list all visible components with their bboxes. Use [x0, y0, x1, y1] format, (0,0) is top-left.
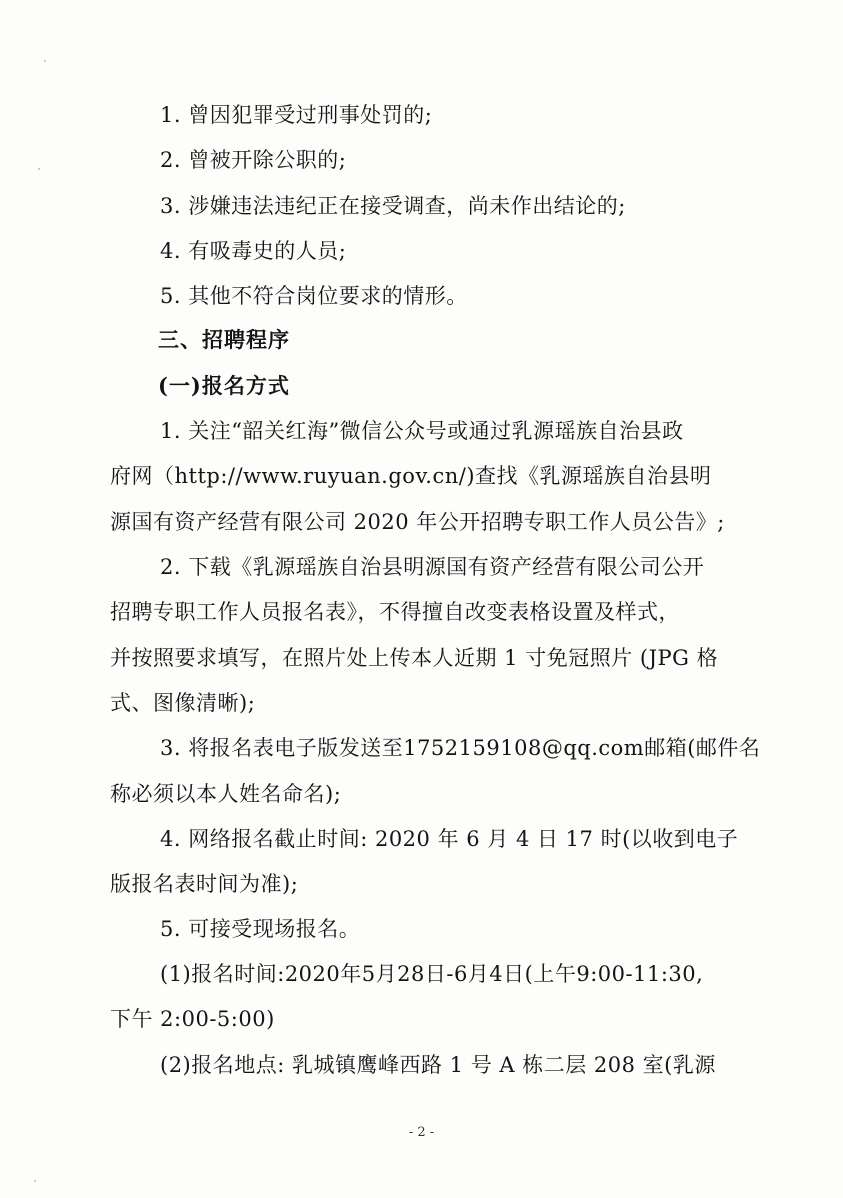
paragraph-5-line-1: 5. 可接受现场报名。 [160, 917, 361, 941]
scan-speck [38, 168, 40, 170]
page-number: - 2 - [408, 1125, 435, 1140]
paragraph-7-line-1: (2)报名地点: 乳城镇鹰峰西路 1 号 A 栋二层 208 室(乳源 [160, 1053, 716, 1077]
list-item-3: 3. 涉嫌违法违纪正在接受调查，尚未作出结论的; [160, 194, 626, 218]
paragraph-1-line-3: 源国有资产经营有限公司 2020 年公开招聘专职工作人员公告》; [110, 510, 725, 534]
paragraph-6-line-2: 下午 2:00-5:00) [110, 1007, 275, 1031]
paragraph-2-line-1: 2. 下载《乳源瑶族自治县明源国有资产经营有限公司公开 [160, 555, 705, 579]
list-item-4: 4. 有吸毒史的人员; [160, 239, 347, 263]
list-item-1: 1. 曾因犯罪受过刑事处罚的; [160, 103, 433, 127]
list-item-2: 2. 曾被开除公职的; [160, 148, 347, 172]
paragraph-1-line-2: 府网（http://www.ruyuan.gov.cn/)查找《乳源瑶族自治县明 [110, 464, 712, 488]
subsection-heading: (一)报名方式 [158, 373, 290, 398]
paragraph-2-line-3: 并按照要求填写，在照片处上传本人近期 1 寸免冠照片 (JPG 格 [110, 646, 719, 670]
paragraph-4-line-2: 版报名表时间为准); [110, 872, 299, 896]
section-heading: 三、招聘程序 [158, 327, 290, 352]
paragraph-6-line-1: (1)报名时间:2020年5月28日-6月4日(上午9:00-11:30, [160, 962, 704, 986]
scan-speck [44, 60, 46, 62]
paragraph-3-line-1: 3. 将报名表电子版发送至1752159108@qq.com邮箱(邮件名 [160, 736, 761, 760]
paragraph-1-line-1: 1. 关注“韶关红海”微信公众号或通过乳源瑶族自治县政 [160, 419, 684, 443]
paragraph-2-line-2: 招聘专职工作人员报名表》，不得擅自改变表格设置及样式， [110, 600, 680, 624]
list-item-5: 5. 其他不符合岗位要求的情形。 [160, 284, 468, 308]
paragraph-4-line-1: 4. 网络报名截止时间: 2020 年 6 月 4 日 17 时(以收到电子 [160, 827, 739, 851]
scan-speck [34, 1180, 36, 1182]
paragraph-3-line-2: 称必须以本人姓名命名); [110, 782, 342, 806]
paragraph-2-line-4: 式、图像清晰); [110, 691, 256, 715]
